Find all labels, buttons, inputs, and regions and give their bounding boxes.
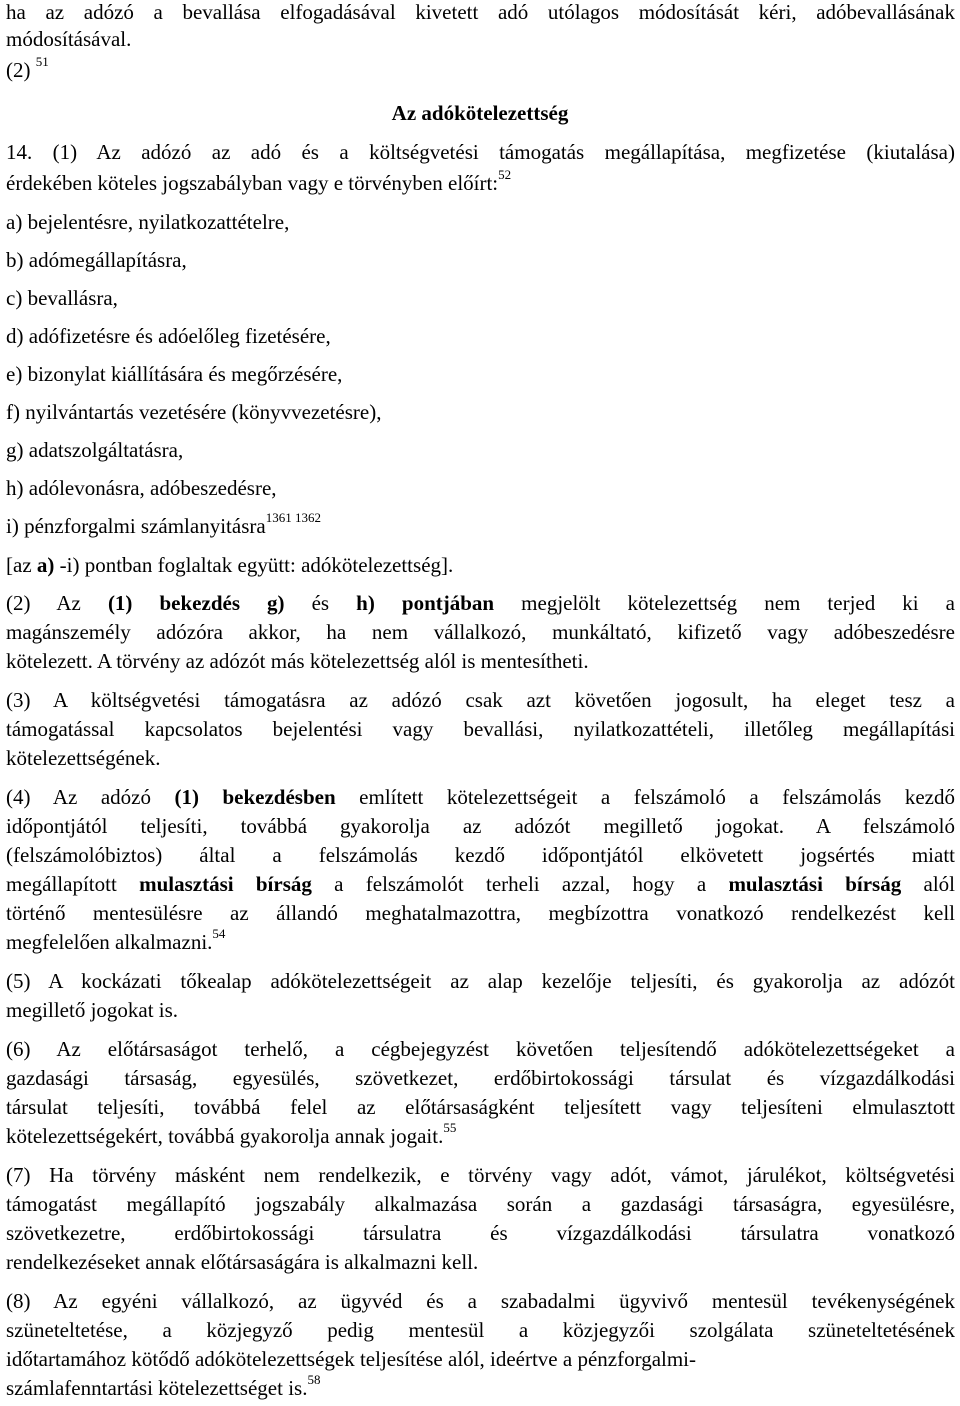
text-line-34 xyxy=(6,1120,457,1149)
text-line-8 xyxy=(6,247,187,273)
text-run: -i) pontban foglaltak együtt: adókötelezettség]. xyxy=(54,553,454,577)
text-line-10 xyxy=(6,323,331,349)
text-run xyxy=(375,591,402,615)
text-line-38 xyxy=(6,1249,478,1275)
text-line-11 xyxy=(6,361,342,387)
text-run: gazdasági társaság, egyesülés, szövetkezet, erdőbirtokossági társulat és vízgazdálkodási xyxy=(6,1066,955,1090)
text-run: h) adólevonásra, adóbeszedésre, xyxy=(6,476,277,500)
text-run: megjelölt kötelezettség nem terjed ki a xyxy=(494,591,955,615)
text-line-23 xyxy=(6,784,955,810)
text-run: megfelelően alkalmazni. xyxy=(6,930,213,954)
text-line-37 xyxy=(6,1220,955,1246)
text-line-26 xyxy=(6,871,955,897)
text-run: Az adókötelezettség xyxy=(391,101,569,125)
text-run: (7) Ha törvény másként nem rendelkezik, e törvény vagy adót, vámot, járulékot, költségvetési xyxy=(6,1163,955,1187)
text-run: számlafenntartási kötelezettséget is. xyxy=(6,1376,308,1400)
text-line-25 xyxy=(6,842,955,868)
text-run: 14. (1) Az adózó az adó és a költségvetési támogatás megállapítása, megfizetése (kiutalása) xyxy=(6,140,955,164)
text-line-40 xyxy=(6,1317,955,1343)
text-run xyxy=(132,591,159,615)
text-run: magánszemély adózóra akkor, ha nem vállalkozó, munkáltató, kifizető vagy adóbeszedésre xyxy=(6,620,955,644)
text-line-5 xyxy=(6,139,955,165)
bold-run: h) xyxy=(356,591,375,615)
text-run: (4) Az adózó xyxy=(6,785,175,809)
text-run: alól xyxy=(901,872,955,896)
text-line-41 xyxy=(6,1346,696,1372)
text-line-22 xyxy=(6,745,161,771)
text-run: (felszámolóbiztos) által a felszámolás kezdő időpontjától elkövetett jogsértés miatt xyxy=(6,843,955,867)
bold-run: a) xyxy=(36,553,55,577)
text-line-39 xyxy=(6,1288,955,1314)
text-line-16 xyxy=(6,552,453,578)
bold-run: pontjában xyxy=(401,591,495,615)
text-run: (6) Az előtársaságot terhelő, a cégbejegyzést követően teljesítendő adókötelezettségeket a xyxy=(6,1037,955,1061)
text-run: rendelkezéseket annak előtársaságára is alkalmazni kell. xyxy=(6,1250,479,1274)
text-run: b) adómegállapításra, xyxy=(6,248,187,272)
text-run: kötelezettségekért, továbbá gyakorolja annak jogait. xyxy=(6,1124,444,1148)
text-run: megállapított xyxy=(6,872,140,896)
text-line-29 xyxy=(6,968,955,994)
bold-run: mulasztási bírság xyxy=(139,872,312,896)
text-run: g) adatszolgáltatásra, xyxy=(6,438,184,462)
footnote-ref: 54 xyxy=(212,926,226,941)
text-run: szüneteltetése, a közjegyző pedig mentesül a közjegyzői szolgálata szüneteltetésének xyxy=(6,1318,955,1342)
text-line-19 xyxy=(6,648,589,674)
text-line-2 xyxy=(6,26,131,52)
text-run: érdekében köteles jogszabályban vagy e törvényben előírt: xyxy=(6,171,499,195)
text-line-9 xyxy=(6,285,118,311)
text-run: kötelezettségének. xyxy=(6,746,161,770)
text-run: (2) Az xyxy=(6,591,108,615)
footnote-ref: 1361 1362 xyxy=(265,510,321,525)
text-line-17 xyxy=(6,590,955,616)
text-line-14 xyxy=(6,475,277,501)
text-line-20 xyxy=(6,687,955,713)
text-run: megillető jogokat is. xyxy=(6,998,179,1022)
text-line-33 xyxy=(6,1094,955,1120)
text-run: időtartamához kötődő adókötelezettségek teljesítése alól, ideértve a pénzforgalmi- xyxy=(6,1347,697,1371)
text-run: (2) xyxy=(6,58,36,82)
text-line-24 xyxy=(6,813,955,839)
text-run: támogatással kapcsolatos bejelentési vagy bevallási, nyilatkozattételi, illetőleg megállapítási xyxy=(6,717,955,741)
bold-run: bekezdés g) xyxy=(159,591,285,615)
text-line-30 xyxy=(6,997,178,1023)
bold-run: (1) xyxy=(174,785,199,809)
text-run: i) pénzforgalmi számlanyitásra xyxy=(6,514,266,538)
text-run: a felszámolót terheli azzal, hogy a xyxy=(311,872,729,896)
text-line-1 xyxy=(6,0,955,25)
text-run: időpontjától teljesíti, továbbá gyakorolja az adózót megillető jogokat. A felszámoló xyxy=(6,814,955,838)
bold-run: (1) xyxy=(107,591,133,615)
footnote-ref: 55 xyxy=(443,1120,457,1135)
footnote-ref: 58 xyxy=(307,1372,321,1387)
text-run: (3) A költségvetési támogatásra az adózó csak azt követően jogosult, ha eleget tesz a xyxy=(6,688,955,712)
text-line-13 xyxy=(6,437,183,463)
footnote-ref: 52 xyxy=(498,167,512,182)
text-run: történő mentesülésre az állandó meghatalmazottra, megbízottra vonatkozó rendelkezést kell xyxy=(6,901,955,925)
text-run: támogatást megállapító jogszabály alkalmazása során a gazdasági társaságra, egyesülésre, xyxy=(6,1192,955,1216)
text-run: c) bevallásra, xyxy=(6,286,118,310)
text-run: kötelezett. A törvény az adózót más kötelezettség alól is mentesítheti. xyxy=(6,649,589,673)
text-run: módosításával. xyxy=(6,27,132,51)
bold-run: mulasztási bírság xyxy=(728,872,902,896)
text-run: d) adófizetésre és adóelőleg fizetésére, xyxy=(6,324,331,348)
text-run: ha az adózó a bevallása elfogadásával kivetett adó utólagos módosítását kéri, adóbevallásának xyxy=(6,0,955,24)
text-line-3 xyxy=(6,54,49,83)
text-run: f) nyilvántartás vezetésére (könyvvezetésre), xyxy=(6,400,382,424)
text-line-6 xyxy=(6,167,512,196)
text-line-32 xyxy=(6,1065,955,1091)
text-run: társulat teljesíti, továbbá felel az előtársaságként teljesített vagy teljesíteni elmulasztott xyxy=(6,1095,955,1119)
text-line-18 xyxy=(6,619,955,645)
text-run: (8) Az egyéni vállalkozó, az ügyvéd és a szabadalmi ügyvivő mentesül tevékenységének xyxy=(6,1289,955,1313)
text-line-36 xyxy=(6,1191,955,1217)
text-run: (5) A kockázati tőkealap adókötelezettségeit az alap kezelője teljesíti, és gyakorolja az adózót xyxy=(6,969,955,993)
text-line-12 xyxy=(6,399,381,425)
bold-run: bekezdésben xyxy=(222,785,336,809)
text-line-31 xyxy=(6,1036,955,1062)
section-heading xyxy=(0,100,960,126)
text-line-15 xyxy=(6,510,321,539)
text-run: és xyxy=(284,591,357,615)
text-line-35 xyxy=(6,1162,955,1188)
text-line-28 xyxy=(6,926,226,955)
footnote-ref: 51 xyxy=(35,54,49,69)
text-run: e) bizonylat kiállítására és megőrzésére, xyxy=(6,362,343,386)
text-run xyxy=(199,785,223,809)
text-run: szövetkezetre, erdőbirtokossági társulatra és vízgazdálkodási társulatra vonatkozó xyxy=(6,1221,955,1245)
text-run: a) bejelentésre, nyilatkozattételre, xyxy=(6,210,290,234)
text-line-42 xyxy=(6,1372,321,1401)
text-line-27 xyxy=(6,900,955,926)
text-run: említett kötelezettségeit a felszámoló a felszámolás kezdő xyxy=(335,785,955,809)
text-line-21 xyxy=(6,716,955,742)
text-run: [az xyxy=(6,553,37,577)
text-line-7 xyxy=(6,209,289,235)
